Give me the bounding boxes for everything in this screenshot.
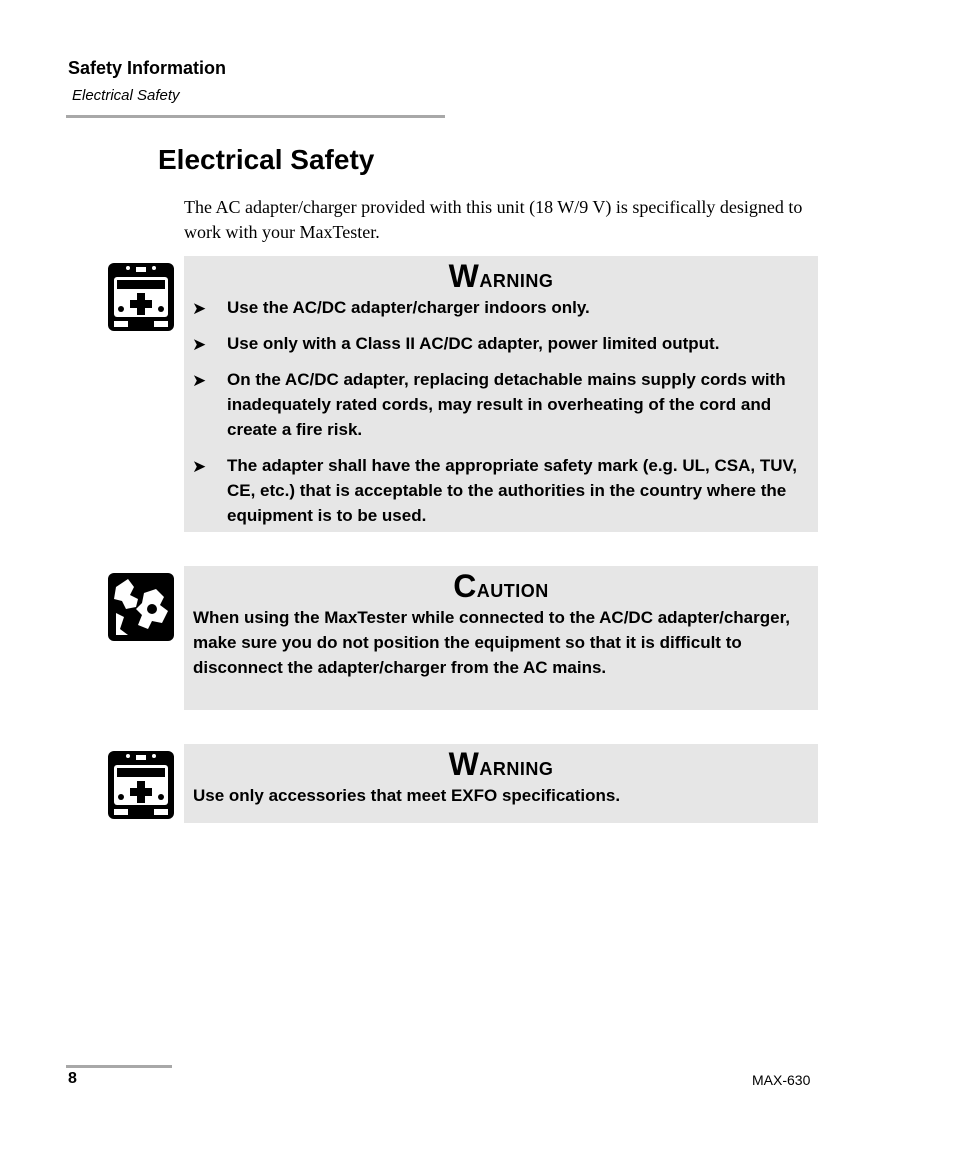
arrow-bullet-icon: ➤	[192, 335, 207, 354]
list-item: ➤ Use only with a Class II AC/DC adapter, power limited output.	[192, 331, 806, 356]
list-item: ➤ On the AC/DC adapter, replacing detachable mains supply cords with inadequately rated cords, may result in overheating of the cord and create a fire risk.	[192, 370, 786, 439]
page-number: 8	[68, 1070, 77, 1087]
list-item: ➤ The adapter shall have the appropriate safety mark (e.g. UL, CSA, TUV, CE, etc.) that is acceptable to the authorities in the country where the equipment is to be used.	[192, 456, 797, 525]
warning-box-2	[184, 744, 818, 823]
warning-box-1	[184, 256, 818, 532]
list-item: ➤ Use the AC/DC adapter/charger indoors only.	[192, 295, 806, 320]
warning-title-1: Warning	[448, 258, 554, 294]
header-section-title: Safety Information	[68, 58, 227, 78]
warning-ambulance-icon	[108, 751, 174, 819]
header-subsection: Electrical Safety	[72, 87, 180, 104]
warning-title-2: Warning	[448, 746, 554, 782]
page-title: Electrical Safety	[158, 144, 375, 175]
arrow-bullet-icon: ➤	[192, 299, 207, 318]
header-rule	[66, 115, 445, 118]
arrow-bullet-icon: ➤	[192, 371, 207, 390]
caution-title: Caution	[453, 568, 549, 604]
footer-rule	[66, 1065, 172, 1068]
intro-paragraph: The AC adapter/charger provided with this unit (18 W/9 V) is specifically designed to work with your MaxTester.	[184, 197, 803, 242]
caution-box	[184, 566, 818, 710]
arrow-bullet-icon: ➤	[192, 457, 207, 476]
warning-list-1	[184, 295, 818, 528]
warning-text-2: Use only accessories that meet EXFO specifications.	[193, 786, 621, 805]
caution-text: When using the MaxTester while connected to the AC/DC adapter/charger, make sure you do not position the equipment so that it is difficult to disconnect the adapter/charger from the AC mains.	[193, 608, 790, 677]
caution-broken-gear-icon	[108, 573, 174, 641]
model-name: MAX-630	[752, 1072, 811, 1088]
warning-ambulance-icon	[108, 263, 174, 331]
